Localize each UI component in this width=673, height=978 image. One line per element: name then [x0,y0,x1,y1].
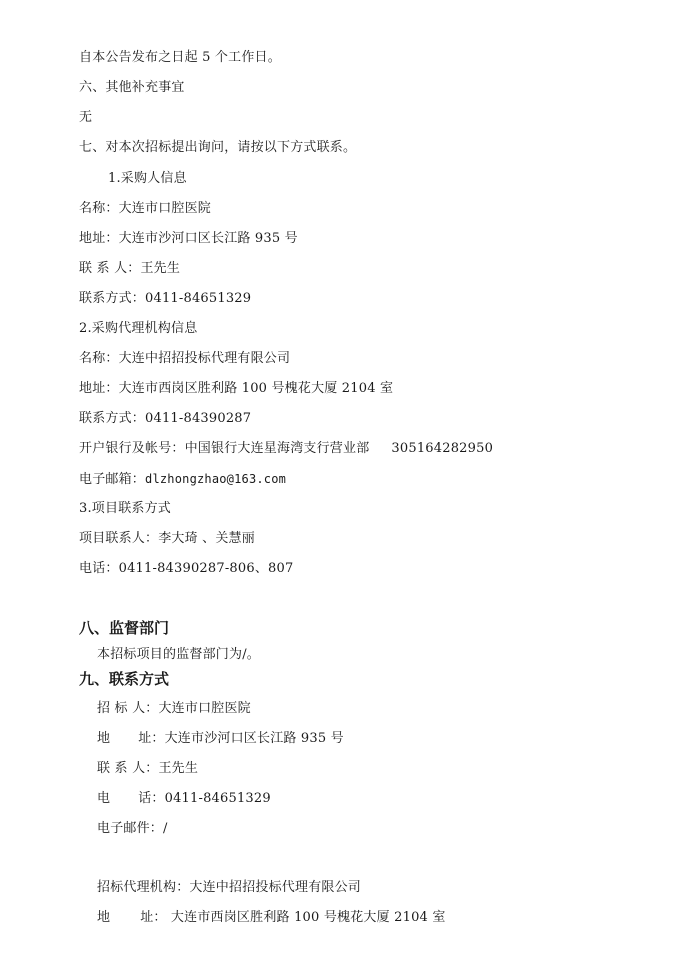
tenderer-address: 地 址：大连市沙河口区长江路 935 号 [97,731,344,746]
tender-agency-address: 地 址： 大连市西岗区胜利路 100 号槐花大厦 2104 室 [97,910,446,925]
section-8-title: 八、监督部门 [79,619,170,637]
agency-email-label: 电子邮箱： [79,472,146,487]
tenderer-contact: 联 系 人：王先生 [97,761,199,776]
deadline-text: 自本公告发布之日起 5 个工作日。 [79,50,281,65]
agency-address: 地址：大连市西岗区胜利路 100 号槐花大厦 2104 室 [79,381,394,396]
section-6-title: 六、其他补充事宜 [79,80,185,95]
agency-name: 名称：大连中招招投标代理有限公司 [79,351,291,366]
purchaser-heading: 1.采购人信息 [108,171,187,186]
project-phone: 电话：0411-84390287-806、807 [79,561,294,576]
section-6-body: 无 [79,110,93,125]
project-heading: 3.项目联系方式 [79,501,172,516]
agency-email-value: dlzhongzhao@163.com [145,472,287,486]
agency-heading: 2.采购代理机构信息 [79,321,198,336]
purchaser-contact: 联 系 人：王先生 [79,261,181,276]
section-7-title: 七、对本次招标提出询问，请按以下方式联系。 [79,140,357,155]
tenderer-line: 招 标 人：大连市口腔医院 [97,701,251,716]
agency-email [79,471,286,488]
agency-bank-label: 开户银行及帐号：中国银行大连星海湾支行营业部 [79,441,370,456]
agency-bank [79,441,493,457]
purchaser-address: 地址：大连市沙河口区长江路 935 号 [79,231,298,246]
section-8-body: 本招标项目的监督部门为/。 [97,647,260,662]
tenderer-email: 电子邮件：/ [97,821,168,836]
purchaser-name: 名称：大连市口腔医院 [79,201,212,216]
section-9-title: 九、联系方式 [79,670,170,688]
tenderer-phone: 电 话：0411-84651329 [97,791,271,806]
purchaser-phone: 联系方式：0411-84651329 [79,291,252,306]
agency-phone: 联系方式：0411-84390287 [79,411,252,426]
tender-agency-line: 招标代理机构：大连中招招投标代理有限公司 [97,880,362,895]
agency-bank-account: 305164282950 [391,441,494,456]
project-people: 项目联系人：李大琦 、关慧丽 [79,531,255,546]
